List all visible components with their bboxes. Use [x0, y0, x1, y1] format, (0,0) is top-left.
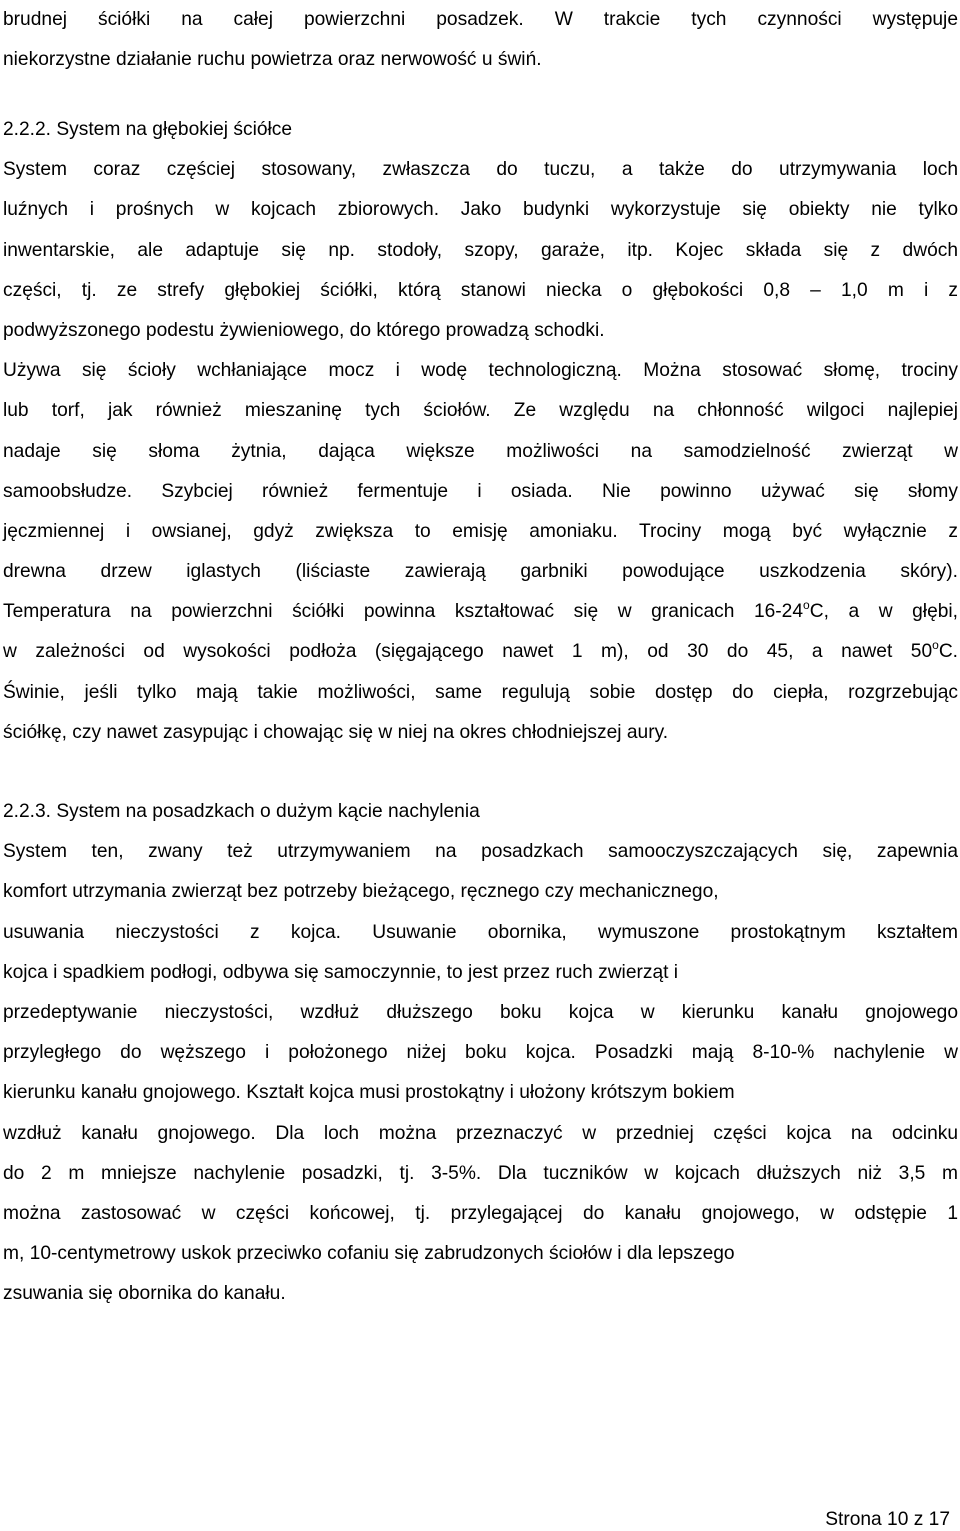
text-line: zsuwania się obornika do kanału. [3, 1283, 286, 1305]
text-line: System ten, zwany też utrzymywaniem na posadzkach samooczyszczających się, zapewnia [3, 841, 958, 863]
text-line: kojca i spadkiem podłogi, odbywa się samoczynnie, to jest przez ruch zwierząt i [3, 961, 679, 983]
text-line: wzdłuż kanału gnojowego. Dla loch można przeznaczyć w przedniej części kojca na odcinku [3, 1122, 958, 1144]
section-heading: 2.2.2. System na głębokiej ściółce [3, 119, 293, 140]
text-line: do 2 m mniejsze nachylenie posadzki, tj. 3-5%. Dla tuczników w kojcach dłuższych niż 3,5 m [3, 1162, 958, 1184]
temperature-line [3, 592, 958, 632]
text-line: drewna drzew iglastych (liściaste zawierają garbniki powodujące uszkodzenia skóry). [3, 561, 958, 583]
text-line: przyległego do węższego i położonego niżej boku kojca. Posadzki mają 8-10-% nachylenie w [3, 1042, 958, 1064]
text-line: jęczmiennej i owsianej, gdyż zwiększa to emisję amoniaku. Trociny mogą być wyłącznie z [3, 520, 958, 542]
text-line: lub torf, jak również mieszaninę tych ściołów. Ze względu na chłonność wilgoci najlepiej [3, 400, 958, 422]
temperature-text-end: C, a w głębi, [809, 601, 959, 623]
degree-sign: o [932, 638, 939, 653]
section-heading: 2.2.3. System na posadzkach o dużym kącie nachylenia [3, 801, 480, 822]
section-2-2-3 [3, 792, 958, 1314]
text-line: niekorzystne działanie ruchu powietrza oraz nerwowość u świń. [3, 49, 542, 71]
depth-temperature-line [3, 632, 958, 672]
text-line: komfort utrzymania zwierząt bez potrzeby bieżącego, ręcznego czy mechanicznego, [3, 881, 719, 903]
text-line: samoobsłudze. Szybciej również fermentuje i osiada. Nie powinno używać się słomy [3, 480, 958, 502]
text-line: ściółkę, czy nawet zasypując i chowając się w niej na okres chłodniejszej aury. [3, 721, 669, 743]
text-line: luźnych i prośnych w kojcach zbiorowych. Jako budynki wykorzystuje się obiekty nie tylko [3, 199, 958, 221]
intro-paragraph [3, 0, 958, 80]
text-line: brudnej ściółki na całej powierzchni posadzek. W trakcie tych czynności występuje [3, 9, 958, 30]
text-line: Używa się ścioły wchłaniające mocz i wodę technologiczną. Można stosować słomę, trociny [3, 360, 958, 382]
text-line: Świnie, jeśli tylko mają takie możliwości, same regulują sobie dostęp do ciepła, rozgrzebując [3, 681, 958, 703]
text-line: inwentarskie, ale adaptuje się np. stodoły, szopy, garaże, itp. Kojec składa się z dwóch [3, 239, 958, 261]
text-line: usuwania nieczystości z kojca. Usuwanie obornika, wymuszone prostokątnym kształtem [3, 921, 958, 943]
text-line: podwyższonego podestu żywieniowego, do którego prowadzą schodki. [3, 319, 605, 341]
depth-text: w zależności od wysokości podłoża (sięgającego nawet 1 m), od 30 do 45, a nawet 50 [3, 641, 933, 663]
text-line: można zastosować w części końcowej, tj. przylegającej do kanału gnojowego, w odstępie 1 [3, 1202, 958, 1224]
depth-text-end: C. [938, 641, 958, 663]
text-line: przedeptywanie nieczystości, wzdłuż dłuższego boku kojca w kierunku kanału gnojowego [3, 1001, 958, 1023]
text-line: nadaje się słoma żytnia, dająca większe możliwości na samodzielność zwierząt w [3, 440, 958, 462]
temperature-text: Temperatura na powierzchni ściółki powinna kształtować się w granicach 16-24 [3, 601, 804, 623]
text-line: kierunku kanału gnojowego. Kształt kojca musi prostokątny i ułożony krótszym bokiem [3, 1082, 735, 1104]
degree-sign: o [803, 597, 810, 612]
text-line: m, 10-centymetrowy uskok przeciwko cofaniu się zabrudzonych ściołów i dla lepszego [3, 1243, 735, 1265]
section-2-2-2 [3, 110, 958, 753]
page-number: Strona 10 z 17 [825, 1509, 950, 1530]
text-line: System coraz częściej stosowany, zwłaszcza do tuczu, a także do utrzymywania loch [3, 159, 958, 181]
text-line: części, tj. ze strefy głębokiej ściółki, którą stanowi niecka o głębokości 0,8 – 1,0 m i z [3, 279, 958, 301]
